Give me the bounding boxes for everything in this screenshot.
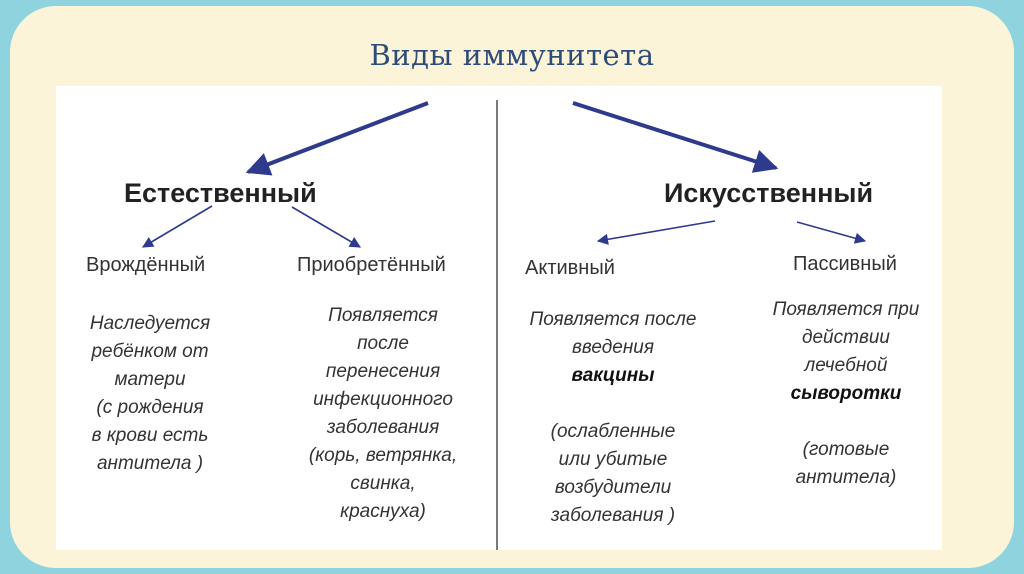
- acquired-description: [283, 302, 483, 526]
- acquired-label: Приобретённый: [297, 254, 446, 276]
- acquired-line: инфекционного: [313, 389, 453, 410]
- natural-heading: Естественный: [124, 178, 317, 208]
- passive-line: (готовые: [802, 439, 890, 460]
- acquired-line: Появляется: [328, 305, 438, 326]
- passive-line: антитела): [795, 467, 897, 488]
- innate-line: (с рождения: [96, 397, 204, 418]
- acquired-line: краснуха): [340, 501, 426, 522]
- innate-line: матери: [114, 369, 186, 390]
- passive-label: Пассивный: [793, 253, 897, 275]
- arrow-to-acquired: [292, 207, 360, 247]
- passive-line-spacer: [748, 408, 944, 436]
- acquired-line: перенесения: [325, 361, 441, 382]
- active-line-emphasis: вакцины: [571, 365, 655, 386]
- active-line: Появляется после: [529, 309, 697, 330]
- acquired-line: заболевания: [326, 417, 440, 438]
- passive-description: [748, 296, 944, 492]
- innate-line: антитела ): [96, 453, 204, 474]
- arrow-to-natural: [248, 103, 428, 172]
- artificial-heading: Искусственный: [664, 178, 874, 208]
- innate-line: ребёнком от: [91, 341, 209, 362]
- passive-line: лечебной: [804, 355, 888, 376]
- active-line: введения: [571, 337, 654, 358]
- innate-line: Наследуется: [89, 313, 211, 334]
- active-label: Активный: [525, 257, 615, 279]
- active-description: [502, 306, 724, 530]
- innate-label: Врождённый: [86, 254, 206, 276]
- arrow-to-innate: [143, 206, 212, 247]
- acquired-line: после: [357, 333, 409, 354]
- acquired-line: свинка,: [350, 473, 416, 494]
- active-line-spacer: [502, 390, 724, 418]
- active-line: заболевания ): [550, 505, 676, 526]
- passive-line: действии: [801, 327, 890, 348]
- innate-line: в крови есть: [91, 425, 209, 446]
- active-line: или убитые: [558, 449, 668, 470]
- acquired-line: (корь, ветрянка,: [308, 445, 458, 466]
- arrow-to-artificial: [573, 103, 776, 168]
- arrow-to-active: [598, 221, 715, 241]
- innate-description: [62, 310, 238, 478]
- active-line: возбудители: [554, 477, 672, 498]
- passive-line-emphasis: сыворотки: [790, 383, 902, 404]
- slide-title: Виды иммунитета: [369, 38, 655, 72]
- passive-line: Появляется при: [772, 299, 920, 320]
- arrow-to-passive: [797, 222, 865, 241]
- active-line: (ослабленные: [550, 421, 676, 442]
